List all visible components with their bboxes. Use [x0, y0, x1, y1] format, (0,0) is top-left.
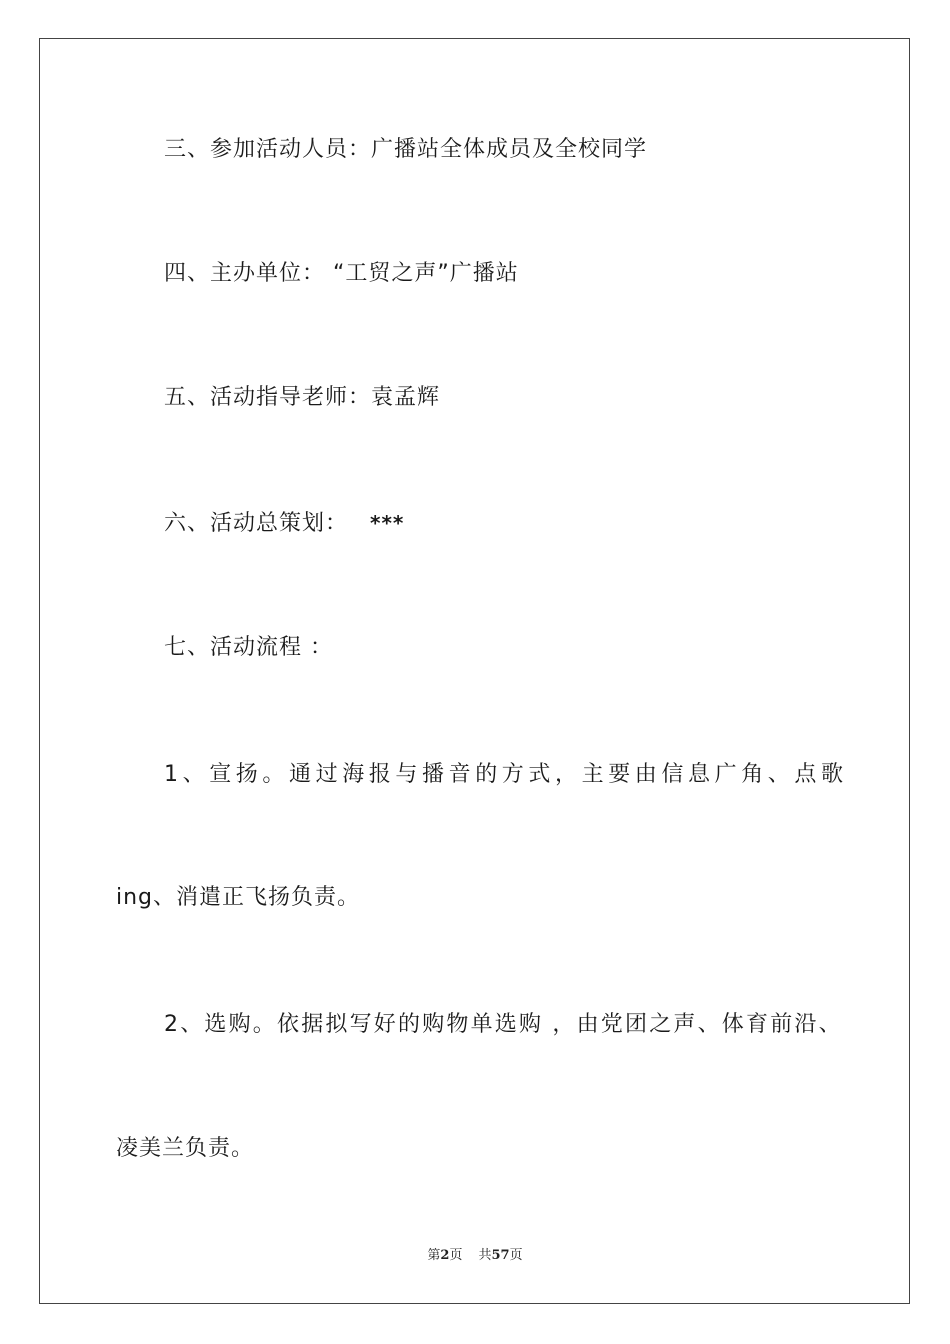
- total-pages-number: 57: [491, 1248, 510, 1263]
- participants-line: 三、参加活动人员：广播站全体成员及全校同学: [164, 137, 648, 162]
- current-page-number: 2: [440, 1248, 450, 1263]
- advisor-line: 五、活动指导老师：袁孟辉: [164, 385, 441, 410]
- planner-value: ***: [370, 511, 405, 535]
- footer-prefix: 第: [427, 1248, 441, 1263]
- footer-total-suffix: 页: [509, 1248, 523, 1263]
- organizer-line: 四、主办单位： “工贸之声”广播站: [164, 261, 519, 286]
- planner-line: [164, 508, 404, 539]
- process-heading: 七、活动流程 ：: [164, 635, 333, 660]
- step1-line2: ing、消遣正飞扬负责。: [116, 885, 361, 910]
- planner-label: 六、活动总策划：: [164, 511, 349, 536]
- page-border: [39, 38, 910, 1304]
- step2-line2: 凌美兰负责。: [116, 1136, 255, 1161]
- page-footer: [0, 1247, 950, 1265]
- footer-page-word: 页: [449, 1248, 463, 1263]
- step2-line1: 2、选购。依据拟写好的购物单选购 ，由党团之声、体育前沿、: [164, 1012, 843, 1037]
- step1-line1: 1、宣扬。通过海报与播音的方式，主要由信息广角、点歌: [164, 762, 848, 787]
- footer-total-prefix: 共: [478, 1248, 492, 1263]
